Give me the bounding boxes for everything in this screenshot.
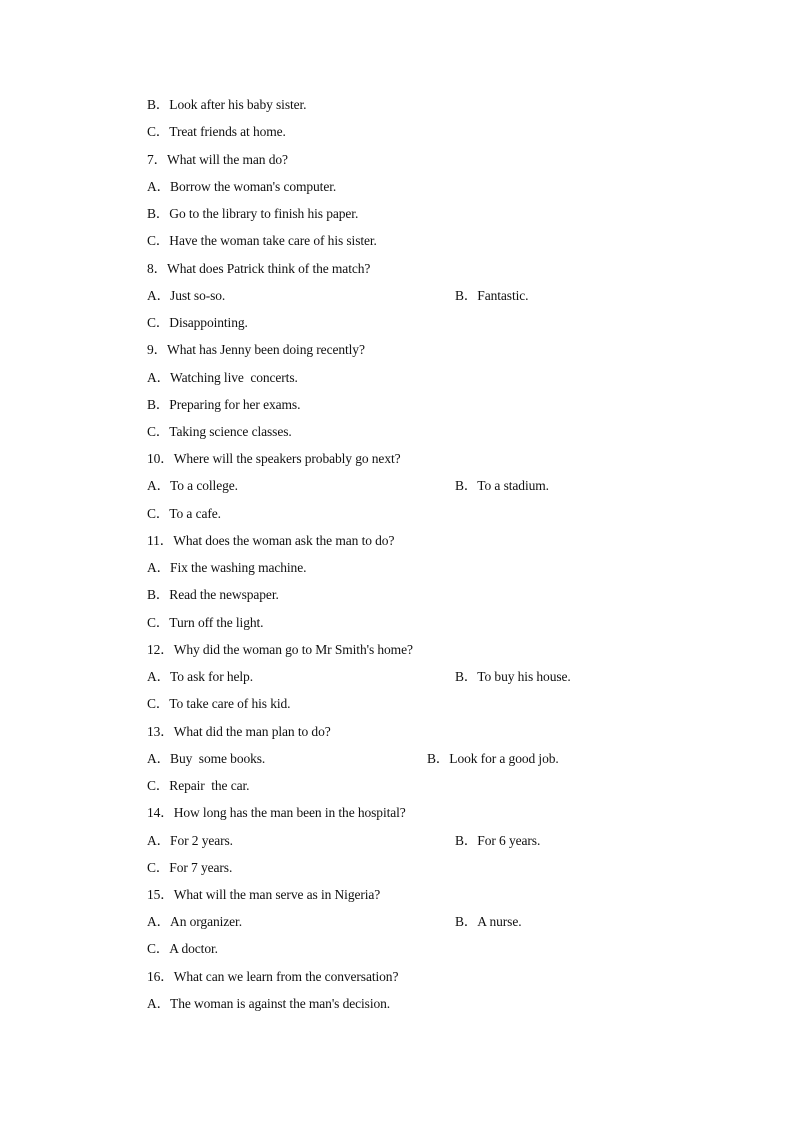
line-text: C．To a cafe. <box>147 506 221 521</box>
line-text: A．An organizer. <box>147 914 242 929</box>
line-text: B．Read the newspaper. <box>147 587 279 602</box>
line-text: A．Buy some books. <box>147 751 266 766</box>
answer-option-line <box>147 285 529 307</box>
line-text: 9．What has Jenny been doing recently? <box>147 342 365 357</box>
line-text: C．Turn off the light. <box>147 615 264 630</box>
line-text: C．Have the woman take care of his sister. <box>147 233 377 248</box>
answer-option-line <box>147 693 290 715</box>
line-text: A．The woman is against the man's decision. <box>147 996 391 1011</box>
line-text: B．Look after his baby sister. <box>147 97 307 112</box>
answer-option-line <box>147 857 232 879</box>
answer-option-line <box>147 938 218 960</box>
question-line <box>147 258 370 280</box>
line-text: C．Taking science classes. <box>147 424 292 439</box>
question-line <box>147 884 380 906</box>
answer-option-line <box>147 94 306 116</box>
line-text: B．Go to the library to finish his paper. <box>147 206 359 221</box>
question-line <box>147 966 398 988</box>
line-text: A．Just so-so. <box>147 288 226 303</box>
answer-option-line <box>147 475 549 497</box>
answer-option-line <box>147 584 279 606</box>
line-text: B．Preparing for her exams. <box>147 397 301 412</box>
line-text: 15．What will the man serve as in Nigeria? <box>147 887 381 902</box>
answer-option-line <box>147 993 390 1015</box>
question-line <box>147 339 365 361</box>
line-text: A．To ask for help. <box>147 669 253 684</box>
line-text-right: B．To buy his house. <box>455 669 571 684</box>
line-text: A．Watching live concerts. <box>147 370 298 385</box>
line-text: A．Borrow the woman's computer. <box>147 179 337 194</box>
line-text: C．Treat friends at home. <box>147 124 286 139</box>
answer-option-line <box>147 203 358 225</box>
line-text: A．For 2 years. <box>147 833 233 848</box>
answer-option-line <box>147 503 221 525</box>
answer-option-line <box>147 394 300 416</box>
answer-option-line <box>147 775 249 797</box>
line-text: A．To a college. <box>147 478 238 493</box>
line-text: 14．How long has the man been in the hospital? <box>147 805 406 820</box>
question-line <box>147 639 413 661</box>
answer-option-line <box>147 911 522 933</box>
answer-option-line <box>147 367 298 389</box>
answer-option-line <box>147 121 286 143</box>
answer-option-line <box>147 830 541 852</box>
answer-option-line <box>147 176 336 198</box>
line-text: C．Disappointing. <box>147 315 248 330</box>
line-text: C．To take care of his kid. <box>147 696 291 711</box>
answer-option-line <box>147 612 263 634</box>
line-text: C．Repair the car. <box>147 778 250 793</box>
question-line <box>147 721 331 743</box>
line-text-right: B．Fantastic. <box>455 288 529 303</box>
answer-option-line <box>147 557 306 579</box>
line-text: 12．Why did the woman go to Mr Smith's home? <box>147 642 413 657</box>
question-line <box>147 802 406 824</box>
answer-option-line <box>147 312 248 334</box>
answer-option-line <box>147 748 559 770</box>
question-line <box>147 149 288 171</box>
line-text: C．For 7 years. <box>147 860 233 875</box>
line-text: 13．What did the man plan to do? <box>147 724 331 739</box>
line-text-right: B．A nurse. <box>455 914 522 929</box>
line-text-right: B．Look for a good job. <box>427 751 559 766</box>
question-line <box>147 530 394 552</box>
line-text: 11．What does the woman ask the man to do? <box>147 533 395 548</box>
line-text: 7．What will the man do? <box>147 152 288 167</box>
answer-option-line <box>147 666 571 688</box>
line-text: 8．What does Patrick think of the match? <box>147 261 371 276</box>
line-text-right: B．To a stadium. <box>455 478 549 493</box>
line-text: A．Fix the washing machine. <box>147 560 307 575</box>
line-text: C．A doctor. <box>147 941 218 956</box>
answer-option-line <box>147 230 377 252</box>
answer-option-line <box>147 421 292 443</box>
line-text: 10．Where will the speakers probably go next? <box>147 451 401 466</box>
line-text: 16．What can we learn from the conversation? <box>147 969 399 984</box>
line-text-right: B．For 6 years. <box>455 833 541 848</box>
question-line <box>147 448 401 470</box>
